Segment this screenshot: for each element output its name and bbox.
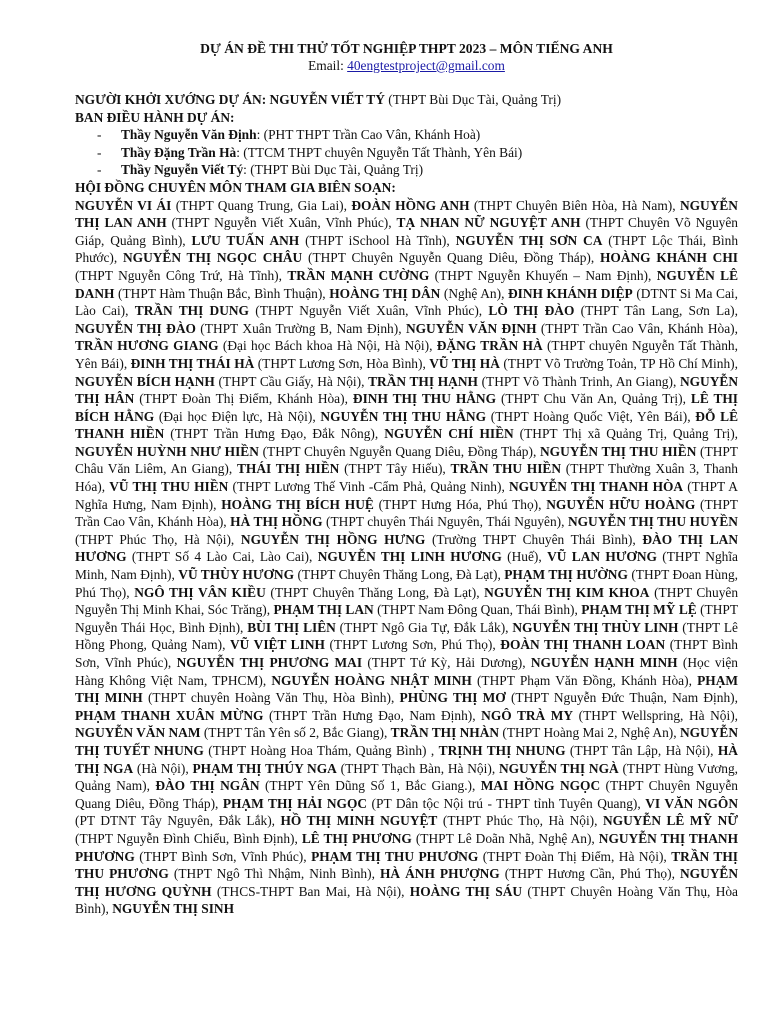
council-member-name: NGUYỄN HUỲNH NHƯ HIỀN [75,443,259,459]
council-member-name: NGUYỄN HỮU HOÀNG [546,496,696,512]
council-member-name: HOÀNG KHÁNH CHI [599,250,738,266]
council-member-name: ĐỖ LÊ THANH HIỀN [75,408,739,442]
council-member-detail: (THPT Chuyên Thăng Long, Đà Lạt) [294,567,498,583]
council-member-name: TRẦN HƯƠNG GIANG [75,338,219,354]
board-member [97,144,738,162]
council-member-detail: (THPT Chuyên Hoàng Văn Thụ, Hòa Bình) [75,883,739,917]
council-member-detail: (THPT Trần Cao Vân, Khánh Hòa) [75,496,738,530]
council-member-name: NGUYỄN THỊ PHƯƠNG MAI [176,655,363,670]
council-member-detail: (THPT iSchool Hà Tĩnh) [299,232,447,248]
council-member-detail: (THPT Lê Doãn Nhã, Nghệ An) [411,830,592,846]
council-member-name: ĐOÀN THỊ THANH LOAN [500,637,666,653]
council-member-detail: (THPT Tân Lang, Sơn La) [574,303,735,319]
council-member-name: NGUYỄN VĂN NAM [75,725,201,741]
council-member-detail: (THPT Nguyễn Công Trứ, Hà Tĩnh) [75,267,279,283]
council-member-detail: (THPT A Nghĩa Hưng, Nam Định) [75,479,738,512]
council-member-detail: (THPT Chuyên Nguyễn Quang Diêu, Đồng Tháp) [75,778,739,811]
council-member-name: HÀ THỊ HỒNG [230,514,323,530]
council-member-detail: (THPT Võ Trường Toản, TP Hồ Chí Minh) [499,355,735,371]
council-member-detail: (THPT Trần Cao Vân, Khánh Hòa) [536,320,735,336]
board-member-detail: : (PHT THPT Trần Cao Vân, Khánh Hoà) [256,127,481,143]
council-member-detail: (THPT Đoàn Thị Điểm, Khánh Hòa) [134,391,345,407]
council-member-detail: (THPT Trần Hưng Đạo, Nam Định) [263,707,473,723]
council-member-detail: (THPT Chuyên Nguyễn Quang Diêu, Đồng Tháp) [302,250,591,266]
council-member-detail: (THPT Yên Dũng Số 1, Bắc Giang.) [259,778,473,794]
board-member-detail: : (TTCM THPT chuyên Nguyễn Tất Thành, Yên Bái) [236,144,523,160]
council-member-detail: (THPT Châu Văn Liêm, An Giang) [75,443,738,477]
council-member-name: TRẦN THỊ THU PHƯƠNG [75,848,738,882]
council-member-name: LÊ THỊ BÍCH HẰNG [75,391,739,424]
council-member-name: VŨ THÙY HƯƠNG [178,567,295,583]
council-member-name: THÁI THỊ HIỀN [236,461,340,477]
council-member-name: NGUYỄN THỊ THU HẰNG [320,408,486,424]
council-member-name: NGUYỄN THỊ THÙY LINH [512,619,679,635]
council-member-name: NGUYỄN THỊ TUYẾT NHUNG [75,725,738,758]
council-member-detail: (THPT Nguyễn Thái Học, Bình Định) [75,602,738,635]
council-member-detail: (THPT Lương Thế Vinh -Cẩm Phả, Quảng Ninh) [228,479,502,495]
council-member-detail: (THPT Lương Sơn, Phú Thọ) [324,637,493,653]
council-member-name: ĐINH KHÁNH DIỆP [508,285,633,301]
council-member-detail: (DTNT Si Ma Cai, Lào Cai) [75,285,738,319]
council-member-detail: (THPT Bình Sơn, Vĩnh Phúc) [134,848,304,864]
council-member-detail: (THPT Chuyên Nguyễn Quang Diêu, Đồng Tháp) [258,443,533,459]
council-member-name: NGUYỄN THỊ SƠN CA [455,232,603,248]
council-member-name: TRẦN MẠNH CƯỜNG [287,267,430,283]
council-member-name: NGUYỄN THỊ HỒNG HƯNG [240,531,426,547]
council-member-name: NGUYỄN HẠNH MINH [530,655,678,670]
council-member-name: NGUYỄN CHÍ HIỀN [384,426,514,442]
council-member-detail: (THPT Chu Văn An, Quảng Trị) [496,391,683,407]
council-member-name: PHẠM THỊ THÚY NGA [192,760,337,776]
council-member-name: HOÀNG THỊ DÂN [329,285,441,301]
council-member-name: TRỊNH THỊ NHUNG [438,742,566,758]
council-member-name: LÊ THỊ PHƯƠNG [301,830,412,846]
council-member-detail: (THCS-THPT Ban Mai, Hà Nội) [211,883,402,899]
board-member-name: Thầy Nguyễn Viết Tý [121,162,244,178]
council-member-detail: (PT DTNT Tây Nguyên, Đắk Lắk) [75,813,272,829]
council-member-name: NGUYỄN THỊ THANH HÒA [508,479,684,495]
council-member-name: VŨ THỊ HÀ [429,355,500,371]
council-member-name: HỒ THỊ MINH NGUYỆT [280,813,438,829]
council-member-name: VŨ VIỆT LINH [230,637,325,653]
council-member-detail: (Đại học Bách khoa Hà Nội, Hà Nội) [218,338,430,354]
email-label: Email: [308,58,344,73]
council-member-name: ĐÀO THỊ NGÂN [155,778,260,794]
council-member-detail: (THPT Thị xã Quảng Trị, Quảng Trị) [513,426,735,442]
council-member-detail: (THPT Xuân Trường B, Nam Định) [195,320,399,336]
council-member-name: BÙI THỊ LIÊN [247,619,336,635]
council-member-name: NGUYỄN VĂN ĐỊNH [405,320,537,336]
council-member-name: NGUYỄN THỊ THU HIỀN [539,443,697,459]
council-member-detail: (THPT Tây Hiếu) [339,461,443,477]
council-member-name: ĐINH THỊ THU HẰNG [352,391,496,407]
council-member-detail: (THPT Hàm Thuận Bắc, Bình Thuận) [114,285,323,301]
council-member-detail: (THPT chuyên Thái Nguyên, Thái Nguyên) [322,514,562,530]
council-member-detail: (THPT Đoàn Thị Điểm, Hà Nội) [478,848,664,864]
council-member-name: NGUYỄN HOÀNG NHẬT MINH [271,672,472,688]
council-member-detail: (THPT Lê Hồng Phong, Quảng Nam) [75,619,738,653]
council-member-detail: (THPT Chuyên Biên Hòa, Hà Nam) [469,197,673,213]
council-member-detail: (THPT Nguyễn Đức Thuận, Nam Định) [505,690,735,706]
council-member-detail: (THPT Quang Trung, Gia Lai) [171,197,344,213]
council-member-detail: (THPT Ngô Thì Nhậm, Ninh Bình) [168,866,372,882]
council-member-detail: (THPT Hoàng Hoa Thám, Quảng Bình) , [203,742,435,758]
council-member-name: HOÀNG THỊ SÁU [409,883,523,899]
council-member-detail: (Đại học Điện lực, Hà Nội) [154,408,313,424]
council-member-name: TRẦN THỊ DUNG [134,303,249,319]
council-member-detail: (THPT Tứ Kỳ, Hải Dương) [362,655,523,670]
initiator-line [75,91,738,109]
council-member-name: PHẠM THANH XUÂN MỪNG [75,707,264,723]
council-member-name: ĐÀO THỊ LAN HƯƠNG [75,531,739,565]
council-member-detail: (THPT Phúc Thọ, Hà Nội) [437,813,595,829]
council-member-detail: (THPT Phúc Thọ, Hà Nội) [75,531,231,547]
document-title: DỰ ÁN ĐỀ THI THỬ TỐT NGHIỆP THPT 2023 – MÔN TIẾNG ANH [200,41,613,56]
board-list [75,126,738,179]
council-member-name: NGUYỄN LÊ MỸ NỮ [602,813,738,829]
email-link[interactable]: 40engtestproject@gmail.com [347,58,505,73]
council-member-name: HOÀNG THỊ BÍCH HUỆ [221,496,374,512]
initiator-label: NGƯỜI KHỞI XƯỚNG DỰ ÁN: NGUYỄN VIẾT TÝ [75,92,385,107]
council-member-detail: (THPT Ngô Gia Tự, Đắk Lắk) [335,619,506,635]
council-member-name: NGUYỄN THỊ THANH PHƯƠNG [75,830,738,864]
council-member-detail: (THPT Lương Sơn, Hòa Bình) [254,355,423,371]
council-member-name: NGUYỄN LÊ DANH [75,267,738,301]
board-member-name: Thầy Đặng Trần Hà [121,144,237,160]
council-member-detail: (Học viện Hàng Không Việt Nam, TPHCM) [75,655,738,688]
council-member-name: ĐINH THỊ THÁI HÀ [130,355,255,371]
council-member-detail: (THPT Chuyên Võ Nguyên Giáp, Quảng Bình) [75,215,739,248]
board-member [97,161,738,179]
council-member-name: PHẠM THỊ MỸ LỆ [581,602,697,618]
council-member-name: NGUYỄN THỊ LAN ANH [75,197,738,231]
council-member-detail: (THPT Nguyễn Khuyến – Nam Định) [429,267,648,283]
council-member-name: PHẠM THỊ HẢI NGỌC [222,795,368,811]
council-member-name: NGÔ TRÀ MY [481,707,574,723]
council-member-name: ĐẶNG TRẦN HÀ [436,338,543,354]
board-member-name: Thầy Nguyễn Văn Định [121,127,257,143]
council-member-detail: (THPT Hương Cần, Phú Thọ) [499,866,672,882]
council-member-detail: (Hà Nội) [133,760,186,776]
council-member-detail: (THPT Wellspring, Hà Nội) [573,707,735,723]
council-member-name: NGUYỄN THỊ NGÀ [498,760,619,776]
council-member-detail: (THPT Hoàng Mai 2, Nghệ An) [499,725,674,741]
council-member-detail: (Trường THPT Chuyên Thái Bình) [425,531,633,547]
board-member-detail: : (THPT Bùi Dục Tài, Quảng Trị) [243,162,424,178]
council-member-name: NGUYỄN THỊ HÂN [75,373,738,407]
council-member-name: NGÔ THỊ VÂN KIỀU [134,584,266,600]
council-member-name: VI VĂN NGÔN [645,795,739,811]
council-member-name: NGUYỄN THỊ KIM KHOA [484,584,650,600]
council-member-detail: (THPT Thạch Bàn, Hà Nội) [336,760,492,776]
council-member-detail: (THPT Đoan Hùng, Phú Thọ) [75,567,738,600]
council-member-detail: (THPT Nghĩa Minh, Nam Định) [75,549,739,583]
council-member-detail: (THPT Hoàng Quốc Việt, Yên Bái) [486,408,688,424]
council-member-detail: (Huế) [501,549,539,565]
council-member-name: MAI HỒNG NGỌC [480,778,601,794]
council-member-name: LƯU TUẤN ANH [191,232,300,248]
council-member-name: HÀ THỊ NGA [75,742,738,776]
council-member-detail: (THPT Thường Xuân 3, Thanh Hóa) [75,461,738,495]
council-member-name: VŨ THỊ THU HIỀN [109,479,229,495]
council-member-name: NGUYỄN THỊ HƯƠNG QUỲNH [75,866,739,899]
council-member-detail: (THPT Cầu Giấy, Hà Nội) [214,373,362,389]
council-member-paragraph: NGUYỄN VI ÁI (THPT Quang Trung, Gia Lai), ĐOÀN HỒNG ANH (THPT Chuyên Biên Hòa, Hà Nam), NGUYỄN THỊ LAN ANH (THPT Nguyễn Viết Xuân, Vĩnh Phúc), TẠ NHAN NỮ NGUYỆT ANH (THPT Chuyên Võ Nguyên Giáp, Quảng Bình), LƯU TUẤN ANH (THPT iSchool Hà Tĩnh), NGUYỄN THỊ SƠN CA (THPT Lộc Thái, Bình Phước), NGUYỄN THỊ NGỌC CHÂU (THPT Chuyên Nguyễn Quang Diêu, Đồng Tháp), HOÀNG KHÁNH CHI (THPT Nguyễn Công Trứ, Hà Tĩnh), TRẦN MẠNH CƯỜNG (THPT Nguyễn Khuyến – Nam Định), NGUYỄN LÊ DANH (THPT Hàm Thuận Bắc, Bình Thuận), HOÀNG THỊ DÂN (Nghệ An), ĐINH KHÁNH DIỆP (DTNT Si Ma Cai, Lào Cai), TRẦN THỊ DUNG (THPT Nguyễn Viết Xuân, Vĩnh Phúc), LÒ THỊ ĐÀO (THPT Tân Lang, Sơn La), NGUYỄN THỊ ĐÀO (THPT Xuân Trường B, Nam Định), NGUYỄN VĂN ĐỊNH (THPT Trần Cao Vân, Khánh Hòa), TRẦN HƯƠNG GIANG (Đại học Bách khoa Hà Nội, Hà Nội), ĐẶNG TRẦN HÀ (THPT chuyên Nguyễn Tất Thành, Yên Bái), ĐINH THỊ THÁI HÀ (THPT Lương Sơn, Hòa Bình), VŨ THỊ HÀ (THPT Võ Trường Toản, TP Hồ Chí Minh), NGUYỄN BÍCH HẠNH (THPT Cầu Giấy, Hà Nội), TRẦN THỊ HẠNH (THPT Võ Thành Trinh, An Giang), NGUYỄN THỊ HÂN (THPT Đoàn Thị Điểm, Khánh Hòa), ĐINH THỊ THU HẰNG (THPT Chu Văn An, Quảng Trị), LÊ THỊ BÍCH HẰNG (Đại học Điện lực, Hà Nội), NGUYỄN THỊ THU HẰNG (THPT Hoàng Quốc Việt, Yên Bái), ĐỖ LÊ THANH HIỀN (THPT Trần Hưng Đạo, Đắk Nông), NGUYỄN CHÍ HIỀN (THPT Thị xã Quảng Trị, Quảng Trị), NGUYỄN HUỲNH NHƯ HIỀN (THPT Chuyên Nguyễn Quang Diêu, Đồng Tháp), NGUYỄN THỊ THU HIỀN (THPT Châu Văn Liêm, An Giang), THÁI THỊ HIỀN (THPT Tây Hiếu), TRẦN THU HIỀN (THPT Thường Xuân 3, Thanh Hóa), VŨ THỊ THU HIỀN (THPT Lương Thế Vinh -Cẩm Phả, Quảng Ninh), NGUYỄN THỊ THANH HÒA (THPT A Nghĩa Hưng, Nam Định), HOÀNG THỊ BÍCH HUỆ (THPT Hưng Hóa, Phú Thọ), NGUYỄN HỮU HOÀNG (THPT Trần Cao Vân, Khánh Hòa), HÀ THỊ HỒNG (THPT chuyên Thái Nguyên, Thái Nguyên), NGUYỄN THỊ THU HUYỀN (THPT Phúc Thọ, Hà Nội), NGUYỄN THỊ HỒNG HƯNG (Trường THPT Chuyên Thái Bình), ĐÀO THỊ LAN HƯƠNG (THPT Số 4 Lào Cai, Lào Cai), NGUYỄN THỊ LINH HƯƠNG (Huế), VŨ LAN HƯƠNG (THPT Nghĩa Minh, Nam Định), VŨ THÙY HƯƠNG (THPT Chuyên Thăng Long, Đà Lạt), PHẠM THỊ HƯỜNG (THPT Đoan Hùng, Phú Thọ), NGÔ THỊ VÂN KIỀU (THPT Chuyên Thăng Long, Đà Lạt), NGUYỄN THỊ KIM KHOA (THPT Chuyên Nguyễn Thị Minh Khai, Sóc Trăng), PHẠM THỊ LAN (THPT Nam Đông Quan, Thái Bình), PHẠM THỊ MỸ LỆ (THPT Nguyễn Thái Học, Bình Định), BÙI THỊ LIÊN (THPT Ngô Gia Tự, Đắk Lắk), NGUYỄN THỊ THÙY LINH (THPT Lê Hồng Phong, Quảng Nam), VŨ VIỆT LINH (THPT Lương Sơn, Phú Thọ), ĐOÀN THỊ THANH LOAN (THPT Bình Sơn, Vĩnh Phúc), NGUYỄN THỊ PHƯƠNG MAI (THPT Tứ Kỳ, Hải Dương), NGUYỄN HẠNH MINH (Học viện Hàng Không Việt Nam, TPHCM), NGUYỄN HOÀNG NHẬT MINH (THPT Phạm Văn Đồng, Khánh Hòa), PHẠM THỊ MINH (THPT chuyên Hoàng Văn Thụ, Hòa Bình), PHÙNG THỊ MƠ (THPT Nguyễn Đức Thuận, Nam Định), PHẠM THANH XUÂN MỪNG (THPT Trần Hưng Đạo, Nam Định), NGÔ TRÀ MY (THPT Wellspring, Hà Nội), NGUYỄN VĂN NAM (THPT Tân Yên số 2, Bắc Giang), TRẦN THỊ NHÀN (THPT Hoàng Mai 2, Nghệ An), NGUYỄN THỊ TUYẾT NHUNG (THPT Hoàng Hoa Thám, Quảng Bình) , TRỊNH THỊ NHUNG (THPT Tân Lập, Hà Nội), HÀ THỊ NGA (Hà Nội), PHẠM THỊ THÚY NGA (THPT Thạch Bàn, Hà Nội), NGUYỄN THỊ NGÀ (THPT Hùng Vương, Quảng Nam), ĐÀO THỊ NGÂN (THPT Yên Dũng Số 1, Bắc Giang.), MAI HỒNG NGỌC (THPT Chuyên Nguyễn Quang Diêu, Đồng Tháp), PHẠM THỊ HẢI NGỌC (PT Dân tộc Nội trú - THPT tỉnh Tuyên Quang), VI VĂN NGÔN (PT DTNT Tây Nguyên, Đắk Lắk), HỒ THỊ MINH NGUYỆT (THPT Phúc Thọ, Hà Nội), NGUYỄN LÊ MỸ NỮ (THPT Nguyễn Đình Chiểu, Bình Định), LÊ THỊ PHƯƠNG (THPT Lê Doãn Nhã, Nghệ An), NGUYỄN THỊ THANH PHƯƠNG (THPT Bình Sơn, Vĩnh Phúc), PHẠM THỊ THU PHƯƠNG (THPT Đoàn Thị Điểm, Hà Nội), TRẦN THỊ THU PHƯƠNG (THPT Ngô Thì Nhậm, Ninh Bình), HÀ ÁNH PHƯỢNG (THPT Hương Cần, Phú Thọ), NGUYỄN THỊ HƯƠNG QUỲNH (THCS-THPT Ban Mai, Hà Nội), HOÀNG THỊ SÁU (THPT Chuyên Hoàng Văn Thụ, Hòa Bình), NGUYỄN THỊ SINH [75,197,739,917]
council-member-name: TRẦN THỊ NHÀN [390,725,500,741]
board-member [97,126,738,144]
council-member-detail: (THPT Lộc Thái, Bình Phước) [75,232,739,266]
council-member-name: NGUYỄN VI ÁI [75,197,172,213]
board-heading: BAN ĐIỀU HÀNH DỰ ÁN: [75,109,235,125]
council-member-detail: (THPT Nguyễn Viết Xuân, Vĩnh Phúc) [248,303,479,319]
council-member-name: PHẠM THỊ LAN [273,602,374,618]
council-member-name: TẠ NHAN NỮ NGUYỆT ANH [396,215,581,231]
council-member-name: PHẠM THỊ MINH [75,672,739,706]
council-member-name: PHẠM THỊ THU PHƯƠNG [311,848,479,864]
council-member-name: PHÙNG THỊ MƠ [399,690,506,706]
council-member-name: HÀ ÁNH PHƯỢNG [379,866,500,882]
council-member-detail: (THPT Chuyên Thăng Long, Đà Lạt) [265,584,477,600]
council-member-detail: (THPT Nam Đông Quan, Thái Bình) [373,602,575,618]
council-member-name: NGUYỄN THỊ ĐÀO [75,320,196,336]
council-member-detail: (THPT chuyên Hoàng Văn Thụ, Hòa Bình) [142,690,391,706]
council-member-detail: (PT Dân tộc Nội trú - THPT tỉnh Tuyên Quang) [367,795,638,811]
council-member-name: PHẠM THỊ HƯỜNG [504,567,628,583]
council-member-name: NGUYỄN THỊ NGỌC CHÂU [123,250,303,266]
council-member-name: TRẦN THU HIỀN [450,461,562,477]
council-member-name: VŨ LAN HƯƠNG [547,549,657,565]
email-line [75,57,738,74]
council-member-detail: (THPT Nguyễn Viết Xuân, Vĩnh Phúc) [166,215,389,231]
council-member-detail: (Nghệ An) [440,285,502,301]
council-member-detail: (THPT Tân Lập, Hà Nội) [565,742,711,758]
council-member-detail: (THPT Trần Hưng Đạo, Đắk Nông) [164,426,375,442]
council-member-detail: (THPT Bình Sơn, Vĩnh Phúc) [75,637,738,670]
council-member-name: NGUYỄN THỊ SINH [112,901,235,917]
council-member-detail: (THPT Hưng Hóa, Phú Thọ) [373,496,539,512]
council-member-detail: (THPT Phạm Văn Đồng, Khánh Hòa) [471,672,689,688]
council-member-name: NGUYỄN THỊ THU HUYỀN [567,514,738,530]
council-member-detail: (THPT chuyên Nguyễn Tất Thành, Yên Bái) [75,338,738,371]
council-member-detail: (THPT Chuyên Nguyễn Thị Minh Khai, Sóc Trăng) [75,584,739,618]
council-member-detail: (THPT Tân Yên số 2, Bắc Giang) [200,725,384,741]
council-member-detail: (THPT Nguyễn Đình Chiểu, Bình Định) [75,830,295,846]
council-member-name: TRẦN THỊ HẠNH [368,373,478,389]
council-member-name: NGUYỄN BÍCH HẠNH [75,373,215,389]
council-member-name: NGUYỄN THỊ LINH HƯƠNG [317,549,502,565]
initiator-affiliation: (THPT Bùi Dục Tài, Quảng Trị) [388,92,562,107]
council-member-detail: (THPT Số 4 Lào Cai, Lào Cai) [126,549,310,565]
council-member-name: ĐOÀN HỒNG ANH [351,197,470,213]
council-member-detail: (THPT Võ Thành Trinh, An Giang) [477,373,673,389]
council-heading: HỘI ĐỒNG CHUYÊN MÔN THAM GIA BIÊN SOẠN: [75,179,396,195]
council-member-detail: (THPT Hùng Vương, Quảng Nam) [75,760,739,794]
council-member-name: LÒ THỊ ĐÀO [488,303,575,319]
